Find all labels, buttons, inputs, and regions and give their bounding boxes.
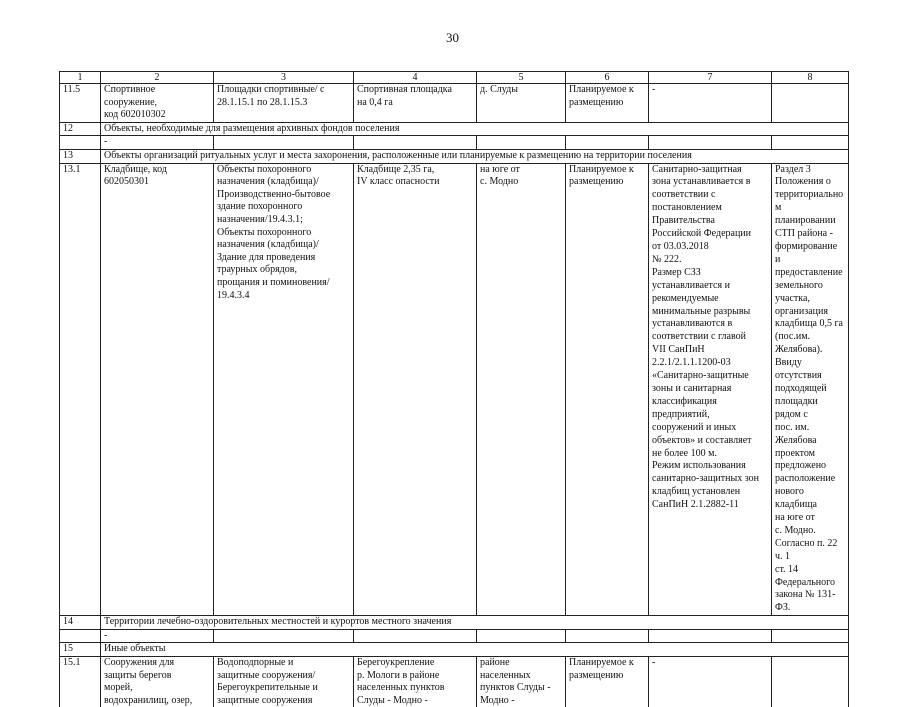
- column-number-row: [60, 72, 849, 84]
- object-status: Планируемое к размещению: [566, 657, 649, 707]
- object-params: Кладбище 2,35 га, IV класс опасности: [354, 163, 477, 616]
- object-params: Спортивная площадка на 0,4 га: [354, 84, 477, 123]
- zone-info: -: [649, 657, 772, 707]
- page-number: 30: [446, 30, 459, 45]
- table-row: [60, 657, 849, 707]
- empty-dash: -: [101, 629, 214, 643]
- section-number: 12: [60, 122, 101, 136]
- column-number: 8: [772, 72, 849, 84]
- note: [772, 84, 849, 123]
- section-number: 14: [60, 616, 101, 630]
- section-row: [60, 643, 849, 657]
- section-title: Иные объекты: [101, 643, 849, 657]
- column-number: 2: [101, 72, 214, 84]
- object-type: Объекты похоронного назначения (кладбища)/ Производственно-бытовое здание похоронного назначения/19.4.3.1; Объекты похоронного назначения (кладбища)/ Здание для проведения траурных обрядов, прощания и поминовения/ 19.4.3.4: [214, 163, 354, 616]
- zone-info: -: [649, 84, 772, 123]
- table-row: [60, 84, 849, 123]
- column-number: 4: [354, 72, 477, 84]
- table-row: [60, 136, 849, 150]
- object-location: районе населенных пунктов Слуды - Модно -: [477, 657, 566, 707]
- section-title: Территории лечебно-оздоровительных местностей и курортов местного значения: [101, 616, 849, 630]
- row-number: 15.1: [60, 657, 101, 707]
- row-number: 13.1: [60, 163, 101, 616]
- column-number: 6: [566, 72, 649, 84]
- objects-table: [59, 71, 849, 707]
- column-number: 7: [649, 72, 772, 84]
- object-status: Планируемое к размещению: [566, 163, 649, 616]
- section-row: [60, 616, 849, 630]
- column-number: 1: [60, 72, 101, 84]
- object-location: д. Слуды: [477, 84, 566, 123]
- object-name: Сооружения для защиты берегов морей, водохранилищ, озер,: [101, 657, 214, 707]
- section-number: 15: [60, 643, 101, 657]
- object-location: на юге от с. Модно: [477, 163, 566, 616]
- object-status: Планируемое к размещению: [566, 84, 649, 123]
- note: [772, 657, 849, 707]
- object-name: Кладбище, код 602050301: [101, 163, 214, 616]
- note: Раздел 3 Положения о территориальном планировании СТП района - формирование и предоставление земельного участка, организация кладбища 0,5 га (пос.им. Желябова). Ввиду отсутствия подходящей площадки рядом с пос. им. Желябова проектом предложено расположение нового кладбища на юге от с. Модно. Согласно п. 22 ч. 1 ст. 14 Федерального закона № 131-ФЗ.: [772, 163, 849, 616]
- object-type: Площадки спортивные/ с 28.1.15.1 по 28.1.15.3: [214, 84, 354, 123]
- section-number: 13: [60, 149, 101, 163]
- section-title: Объекты, необходимые для размещения архивных фондов поселения: [101, 122, 849, 136]
- zone-info: Санитарно-защитная зона устанавливается в соответствии с постановлением Правительства Российской Федерации от 03.03.2018 № 222. Размер СЗЗ устанавливается и рекомендуемые минимальные разрывы устанавливаются в соответствии с главой VII СанПиН 2.2.1/2.1.1.1200-03 «Санитарно-защитные зоны и санитарная классификация предприятий, сооружений и иных объектов» и составляет не более 100 м. Режим использования санитарно-защитных зон кладбищ установлен СанПиН 2.1.2882-11: [649, 163, 772, 616]
- object-type: Водоподпорные и защитные сооружения/ Берегоукрепительные и защитные сооружения: [214, 657, 354, 707]
- column-number: 3: [214, 72, 354, 84]
- section-row: [60, 149, 849, 163]
- table-row: [60, 163, 849, 616]
- object-params: Берегоукрепление р. Мологи в районе населенных пунктов Слуды - Модно -: [354, 657, 477, 707]
- empty-dash: -: [101, 136, 214, 150]
- column-number: 5: [477, 72, 566, 84]
- table-row: [60, 629, 849, 643]
- section-row: [60, 122, 849, 136]
- row-number: 11.5: [60, 84, 101, 123]
- section-title: Объекты организаций ритуальных услуг и места захоронения, расположенные или планируемые к размещению на территории поселения: [101, 149, 849, 163]
- object-name: Спортивное сооружение, код 602010302: [101, 84, 214, 123]
